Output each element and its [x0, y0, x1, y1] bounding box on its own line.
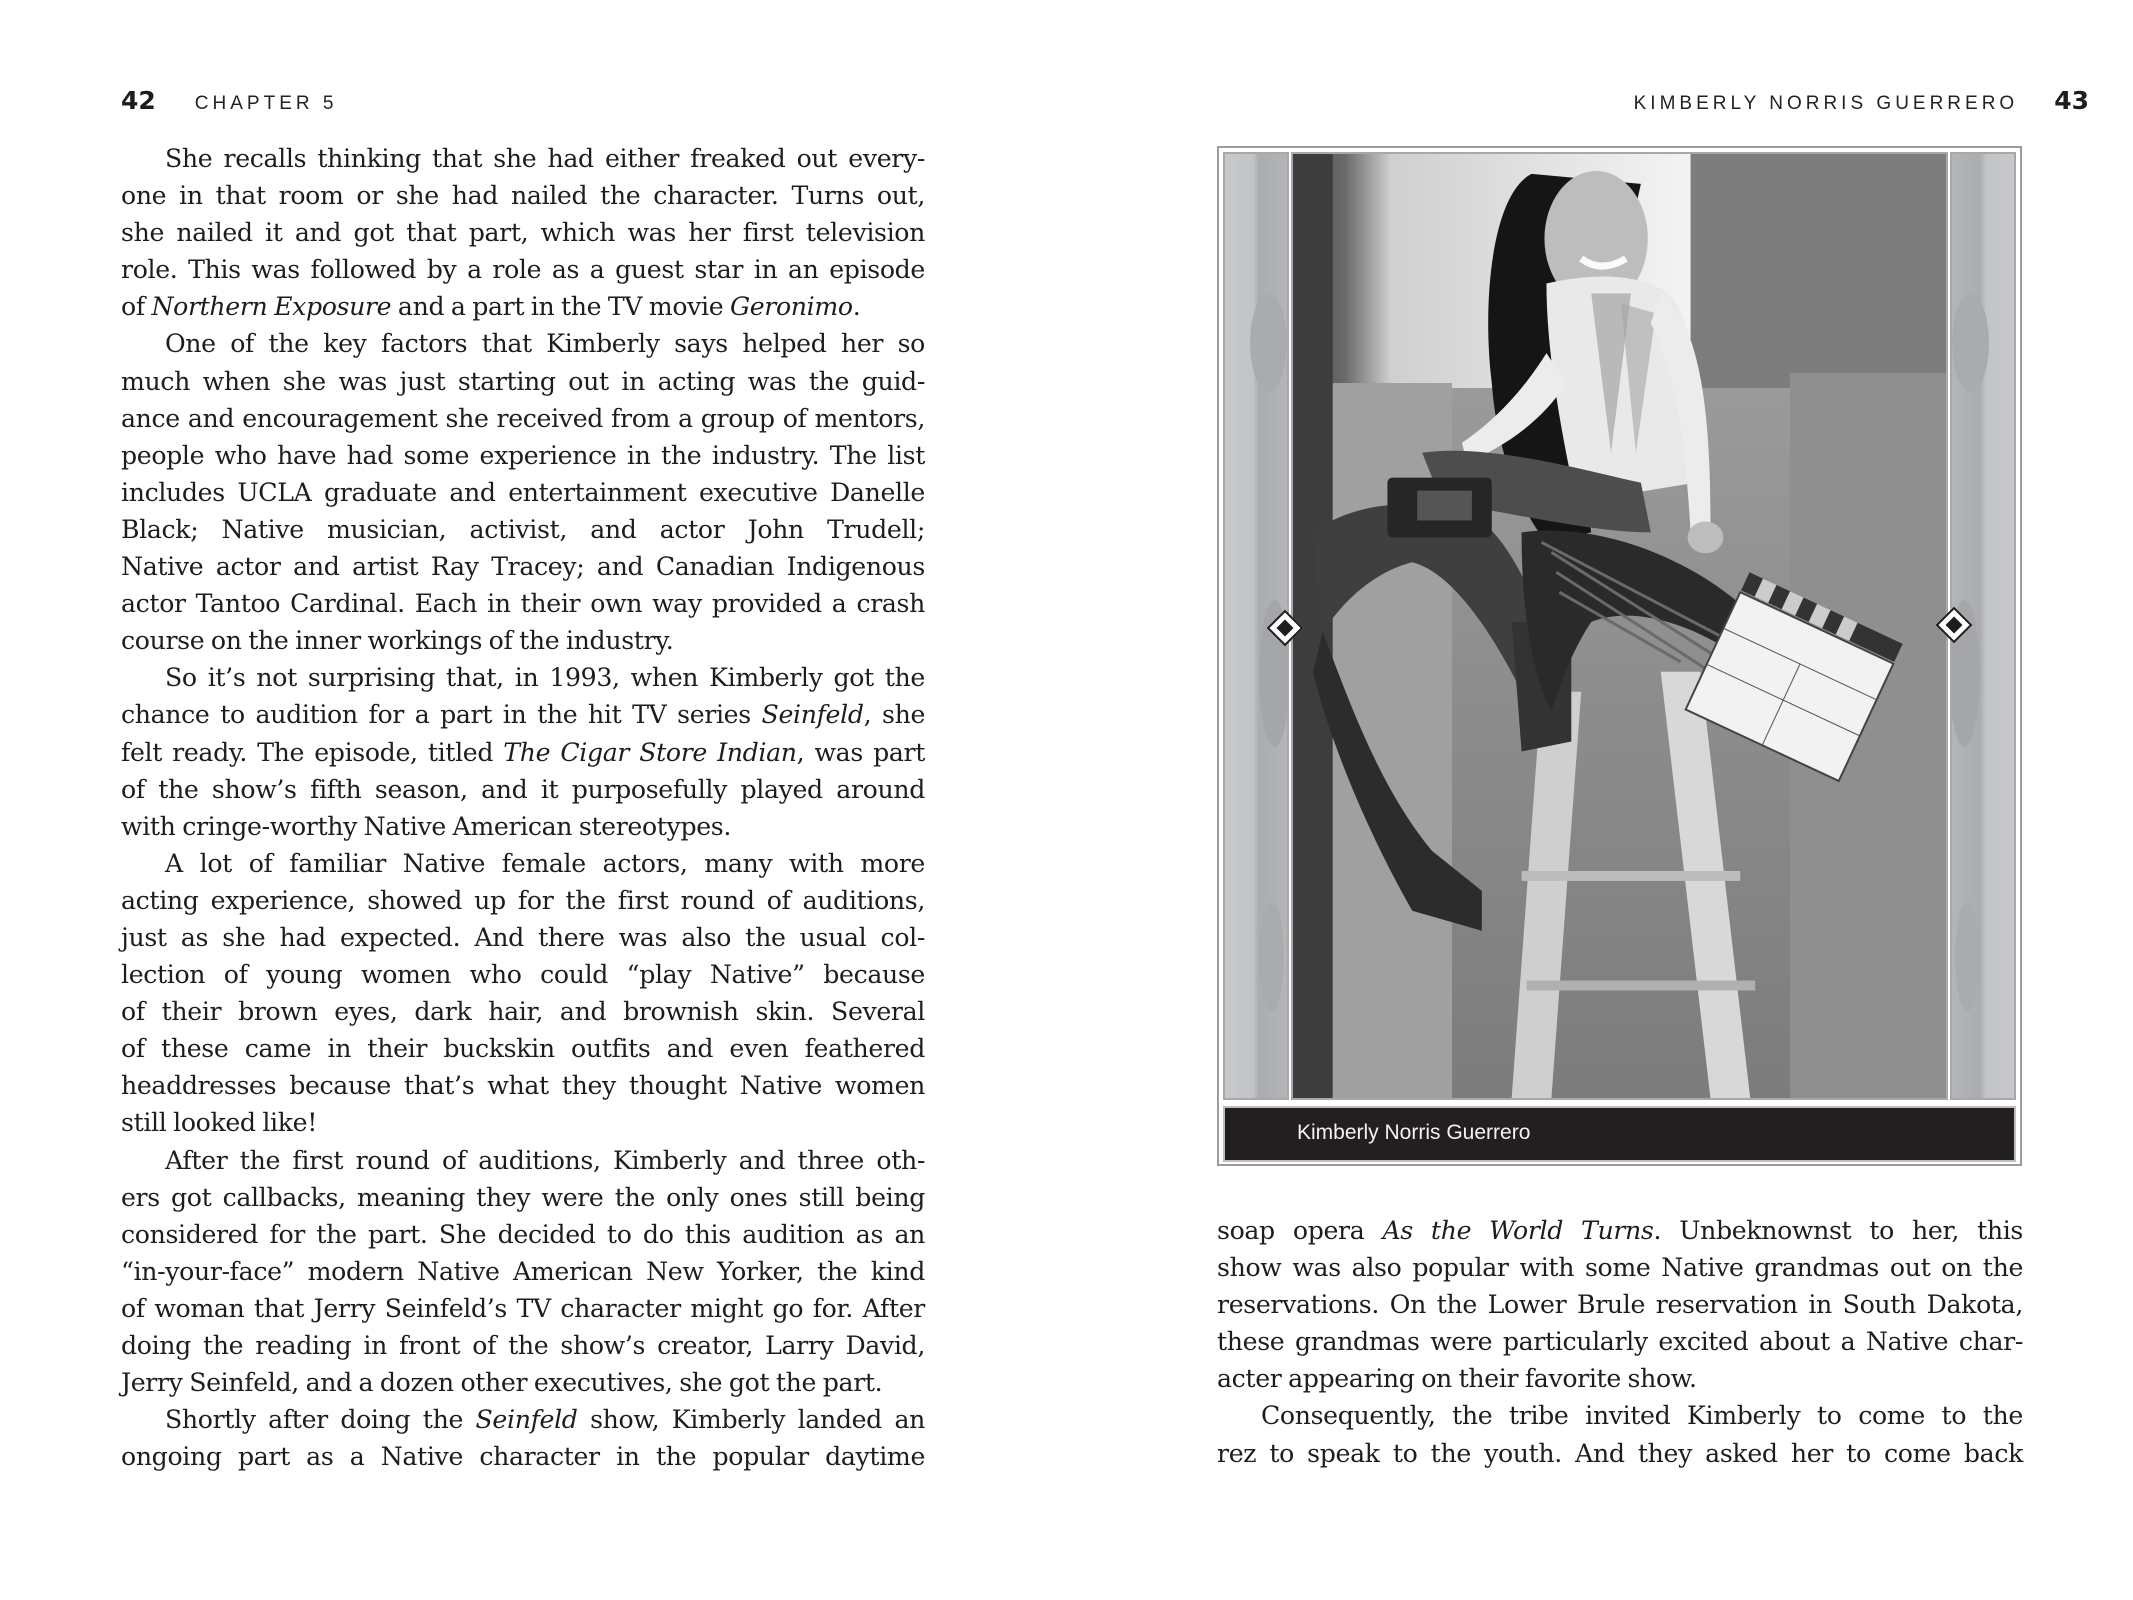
chapter-label: CHAPTER 5 — [194, 93, 338, 114]
text-line — [121, 140, 925, 177]
text-line — [121, 325, 925, 362]
italic-title: Seinfeld — [761, 700, 864, 730]
text-run: Shortly after doing the — [165, 1405, 476, 1435]
text-line — [121, 474, 925, 511]
text-run: Consequently, the tribe invited Kimberly to come to the — [1261, 1401, 2023, 1431]
text-line — [121, 1364, 925, 1401]
text-line — [121, 548, 925, 585]
text-run: , she — [863, 700, 925, 730]
text-run: show, Kimberly landed an — [577, 1405, 925, 1435]
body-text-left — [121, 140, 925, 1475]
text-line — [121, 437, 925, 474]
text-run: course on the inner workings of the industry. — [121, 626, 674, 656]
text-line — [1217, 1286, 2023, 1323]
text-line — [121, 1030, 925, 1067]
text-line — [121, 696, 925, 733]
text-line — [121, 882, 925, 919]
page-number: 43 — [2054, 86, 2089, 115]
text-line — [121, 214, 925, 251]
text-line — [121, 734, 925, 771]
text-run: acting experience, showed up for the first round of auditions, — [121, 885, 925, 915]
text-line — [121, 1401, 925, 1438]
text-line — [121, 400, 925, 437]
text-run: Jerry Seinfeld, and a dozen other executives, she got the part. — [121, 1368, 883, 1398]
text-run: of the show’s fifth season, and it purposefully played around — [121, 774, 925, 804]
text-run: chance to audition for a part in the hit TV series — [121, 700, 762, 730]
text-run: people who have had some experience in the industry. The list — [121, 440, 925, 470]
text-line — [1217, 1435, 2023, 1472]
photo-caption-bar — [1223, 1106, 2016, 1162]
text-run: of these came in their buckskin outfits and even feathered — [121, 1034, 925, 1064]
italic-title: Seinfeld — [475, 1405, 578, 1435]
photo-figure — [1217, 146, 2022, 1166]
left-page — [0, 0, 1066, 1600]
text-line — [121, 363, 925, 400]
text-line — [121, 919, 925, 956]
text-line — [121, 845, 925, 882]
text-line — [121, 585, 925, 622]
text-line — [121, 511, 925, 548]
text-run: felt ready. The episode, titled — [121, 737, 504, 767]
text-run: actor Tantoo Cardinal. Each in their own way provided a crash — [121, 589, 925, 619]
italic-title: The Cigar Store Indian — [503, 737, 797, 767]
text-run: considered for the part. She decided to do this audition as an — [121, 1219, 925, 1249]
text-line — [121, 288, 925, 325]
text-run: headdresses because that’s what they thought Native women — [121, 1071, 925, 1101]
text-run: with cringe-worthy Native American stereotypes. — [121, 811, 732, 841]
text-run: show was also popular with some Native grandmas out on the — [1217, 1253, 2023, 1283]
text-run: . — [852, 292, 861, 322]
text-line — [121, 1253, 925, 1290]
text-run: doing the reading in front of the show’s creator, Larry David, — [121, 1331, 925, 1360]
text-run: . Unbeknownst to her, this — [1653, 1216, 2024, 1245]
running-head-left — [121, 86, 337, 120]
text-run: she nailed it and got that part, which was her first television — [121, 218, 925, 248]
text-line — [121, 1142, 925, 1179]
text-line — [121, 808, 925, 845]
author-name-label: KIMBERLY NORRIS GUERRERO — [1633, 93, 2019, 114]
text-line — [121, 1179, 925, 1216]
text-run: Native actor and artist Ray Tracey; and Canadian Indigenous — [121, 552, 925, 582]
portrait-photo-illustration — [1293, 154, 1946, 1098]
text-run: She recalls thinking that she had either freaked out every- — [165, 144, 925, 173]
text-line — [121, 659, 925, 696]
text-line — [121, 177, 925, 214]
text-run: soap opera — [1217, 1216, 1383, 1245]
text-run: “in-your-face” modern Native American New Yorker, the kind — [121, 1256, 925, 1286]
text-line — [1217, 1397, 2023, 1434]
text-line — [1217, 1212, 2023, 1249]
text-run: , was part — [796, 737, 925, 767]
right-page — [1066, 0, 2133, 1600]
text-run: of woman that Jerry Seinfeld’s TV character might go for. After — [121, 1293, 925, 1323]
italic-title: As the World Turns — [1382, 1216, 1654, 1245]
text-run: acter appearing on their favorite show. — [1217, 1364, 1697, 1394]
text-line — [1217, 1323, 2023, 1360]
text-run: of their brown eyes, dark hair, and brownish skin. Several — [121, 997, 925, 1027]
text-line — [121, 1104, 925, 1141]
text-run: and a part in the TV movie — [391, 292, 730, 322]
text-run: lection of young women who could “play Native” because — [121, 960, 925, 990]
text-run: One of the key factors that Kimberly says helped her so — [165, 329, 925, 359]
page-number: 42 — [121, 86, 156, 115]
text-line — [121, 622, 925, 659]
text-line — [121, 1438, 925, 1475]
text-line — [121, 1067, 925, 1104]
text-line — [1217, 1249, 2023, 1286]
running-head-right — [1634, 86, 2089, 120]
text-run: ongoing part as a Native character in the popular daytime — [121, 1442, 925, 1472]
text-line — [121, 251, 925, 288]
text-line — [1217, 1360, 2023, 1397]
text-run: So it’s not surprising that, in 1993, when Kimberly got the — [165, 663, 925, 693]
text-run: reservations. On the Lower Brule reservation in South Dakota, — [1217, 1290, 2023, 1320]
text-run: of — [121, 292, 152, 322]
photo-caption: Kimberly Norris Guerrero — [1297, 1121, 1531, 1144]
text-run: includes UCLA graduate and entertainment executive Danelle — [121, 477, 925, 507]
italic-title: Northern Exposure — [151, 292, 392, 322]
text-run: A lot of familiar Native female actors, many with more — [165, 848, 925, 878]
text-run: After the first round of auditions, Kimberly and three oth- — [165, 1145, 925, 1175]
text-run: one in that room or she had nailed the character. Turns out, — [121, 181, 925, 211]
text-run: role. This was followed by a role as a guest star in an episode — [121, 255, 925, 285]
text-line — [121, 956, 925, 993]
text-line — [121, 1216, 925, 1253]
text-run: Black; Native musician, activist, and actor John Trudell; — [121, 514, 925, 544]
italic-title: Geronimo — [729, 292, 853, 322]
portrait-photo — [1291, 152, 1948, 1100]
text-run: still looked like! — [121, 1108, 318, 1138]
text-line — [121, 771, 925, 808]
text-line — [121, 993, 925, 1030]
body-text-right — [1217, 1212, 2023, 1472]
text-run: these grandmas were particularly excited about a Native char- — [1217, 1327, 2023, 1357]
text-run: much when she was just starting out in acting was the guid- — [121, 366, 925, 396]
text-run: ers got callbacks, meaning they were the only ones still being — [121, 1182, 925, 1212]
text-run: ance and encouragement she received from a group of mentors, — [121, 403, 925, 433]
text-run: just as she had expected. And there was also the usual col- — [121, 922, 925, 952]
text-run: rez to speak to the youth. And they asked her to come back — [1217, 1438, 2023, 1468]
text-line — [121, 1290, 925, 1327]
text-line — [121, 1327, 925, 1364]
